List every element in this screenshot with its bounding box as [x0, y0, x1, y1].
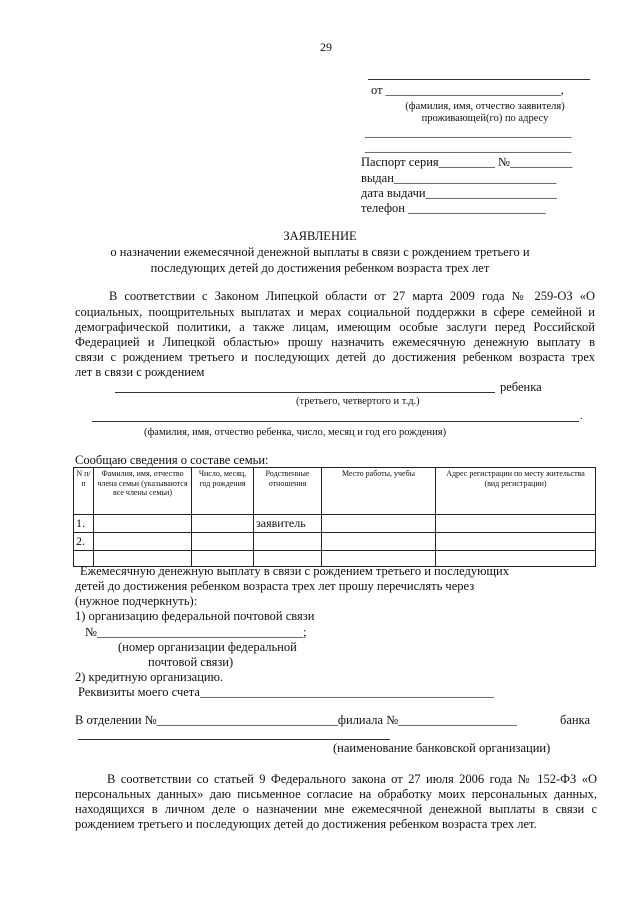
from-line: от ____________________________, [371, 83, 564, 97]
cell-workplace [322, 533, 436, 551]
payment-line-3: (нужное подчеркнуть): [75, 594, 198, 608]
consent-line-4: рождением третьего и последующих детей до достижения ребенком возраста трех лет. [75, 817, 537, 831]
phone-line: телефон ______________________ [361, 201, 546, 215]
payment-line-2: детей до достижения ребенком возраста трех лет прошу перечислять через [75, 579, 475, 593]
para1-line-5: связи с рождением третьего и последующих детей до достижения ребенком возраста трех [75, 350, 595, 364]
cell-relation: заявитель [254, 515, 322, 533]
address-line-2: _________________________________ [365, 140, 572, 154]
header-top-rule [368, 79, 590, 80]
address-line-1: _________________________________ [365, 125, 572, 139]
cell-address [436, 515, 596, 533]
branch-line: В отделении №_____________________________филиала №___________________ [75, 713, 517, 727]
para1-line-1: В соответствии с Законом Липецкой области от 27 марта 2009 года № 259-ОЗ «О [109, 289, 595, 303]
para1-line-2: социальных, поощрительных выплатах и мерах социальной поддержки в сфере семейной и [75, 305, 595, 319]
payment-option-bank: 2) кредитную организацию. [75, 670, 224, 684]
page-number: 29 [320, 40, 332, 54]
bank-name-rule [78, 739, 390, 740]
child-order-caption: (третьего, четвертого и т.д.) [296, 396, 420, 407]
family-table [73, 467, 596, 567]
para1-line-4: Федерацией и Липецкой областью» прошу назначить ежемесячную денежную выплату в [75, 335, 595, 349]
para1-line-6: лет в связи с рождением [75, 365, 205, 379]
issued-line: выдан__________________________ [361, 171, 557, 185]
consent-line-2: персональных данных» даю письменное согласие на обработку моих персональных данных, [75, 787, 597, 801]
residing-caption: проживающей(го) по адресу [421, 113, 549, 124]
account-details-line: Реквизиты моего счета_______________________________________________ [78, 685, 494, 699]
family-intro: Сообщаю сведения о составе семьи: [75, 453, 269, 467]
cell-name [94, 533, 192, 551]
cell-name [94, 515, 192, 533]
postal-number-line: №_________________________________; [85, 625, 307, 639]
postal-caption-2: почтовой связи) [148, 655, 234, 669]
document-subtitle-2: последующих детей до достижения ребенком возраста трех лет [150, 261, 490, 275]
child-info-period: . [580, 411, 583, 422]
child-order-rule [115, 392, 495, 393]
applicant-caption: (фамилия, имя, отчество заявителя) [405, 101, 565, 112]
family-table-header [74, 468, 596, 515]
col-header-workplace: Место работы, учебы [322, 468, 436, 515]
col-header-number: N п/ п [74, 468, 94, 515]
cell-birthdate [192, 533, 254, 551]
issue-date-line: дата выдачи_____________________ [361, 186, 557, 200]
child-info-rule [92, 421, 579, 422]
table-row [74, 515, 596, 533]
col-header-address: Адрес регистрации по месту жительства (вид регистрации) [436, 468, 596, 515]
para1-line-3: демографической политики, а также лицам, имеющим особые заслуги перед Российской [75, 320, 595, 334]
cell-relation [254, 533, 322, 551]
cell-workplace [322, 515, 436, 533]
cell-address [436, 533, 596, 551]
postal-caption-1: (номер организации федеральной [118, 640, 297, 654]
branch-bank-word: банка [560, 713, 591, 727]
child-info-caption: (фамилия, имя, отчество ребенка, число, месяц и год его рождения) [144, 427, 447, 438]
child-word: ребенка [500, 380, 542, 394]
cell-number: 2. [74, 533, 94, 551]
payment-option-postal: 1) организацию федеральной почтовой связи [75, 609, 315, 623]
passport-line: Паспорт серия_________ №__________ [361, 155, 573, 169]
cell-number: 1. [74, 515, 94, 533]
col-header-name: Фамилия, имя, отчество члена семьи (указываются все члены семьи) [94, 468, 192, 515]
table-row [74, 533, 596, 551]
cell-birthdate [192, 515, 254, 533]
bank-caption: (наименование банковской организации) [333, 741, 551, 755]
consent-line-3: находящихся в личном деле о назначении мне ежемесячной денежной выплаты в связи с [75, 802, 597, 816]
col-header-birthdate: Число, месяц, год рождения [192, 468, 254, 515]
document-heading: ЗАЯВЛЕНИЕ [283, 229, 357, 243]
consent-line-1: В соответствии со статьей 9 Федерального закона от 27 июля 2006 года № 152-ФЗ «О [107, 772, 597, 786]
col-header-relation: Родственные отношения [254, 468, 322, 515]
payment-line-1: Ежемесячную денежную выплату в связи с рождением третьего и последующих [80, 564, 509, 578]
document-subtitle-1: о назначении ежемесячной денежной выплаты в связи с рождением третьего и [110, 245, 530, 259]
